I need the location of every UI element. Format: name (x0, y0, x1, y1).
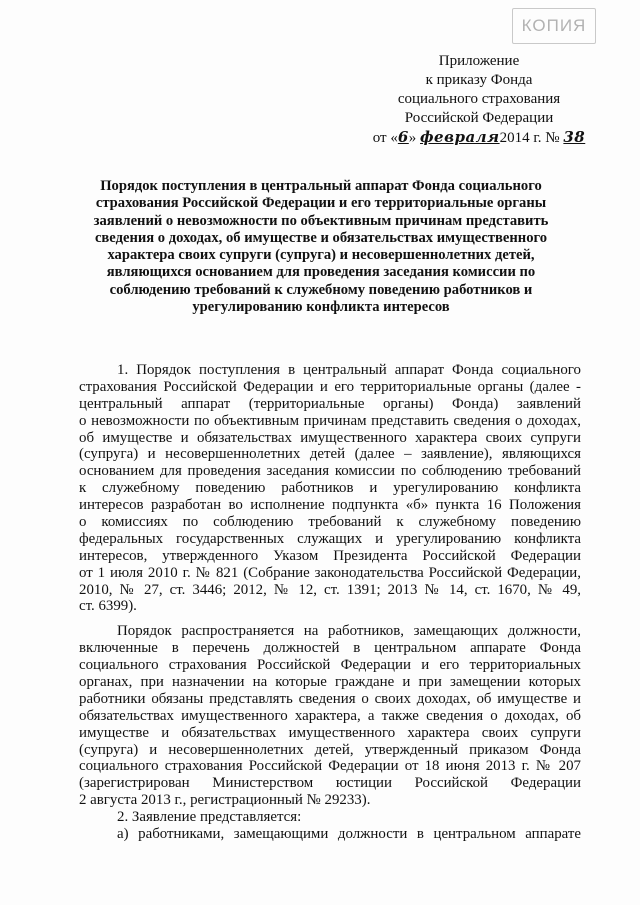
title-line: урегулированию конфликта интересов (192, 299, 450, 316)
title-line: заявлений о невозможности по объективным причинам представить (93, 212, 549, 229)
title-line: Порядок поступления в центральный аппарат Фонда социального (100, 178, 542, 194)
paragraph-1-line: к служебному поведению работников и урегулированию конфликта (79, 480, 581, 497)
appendix-line: к приказу Фонда (425, 72, 533, 88)
date-year: 2014 г. № (499, 130, 560, 146)
paragraph-1-line: центральный аппарат (территориальные органы) Фонда) заявлений (79, 395, 581, 412)
paragraph-2-line: социального страхования Российской Федерации от 18 июня 2013 г. № 207 (79, 758, 581, 775)
paragraph-2-line: 2 августа 2013 г., регистрационный № 29233). (79, 792, 371, 809)
appendix-line: Российской Федерации (404, 110, 554, 126)
paragraph-1-line: основанием для проведения заседания комиссии по соблюдению требований (79, 463, 581, 480)
paragraph-1-line: ст. 6399). (79, 598, 137, 615)
paragraph-4-line: а) работниками, замещающими должности в центральном аппарате (117, 826, 581, 843)
document-body (79, 362, 581, 843)
paragraph-2-line: имуществе и обязательствах имущественного характера своих супруги (79, 724, 581, 741)
paragraph-1-line: 1. Порядок поступления в центральный аппарат Фонда социального (117, 362, 581, 378)
title-line: сведения о доходах, об имуществе и обязательствах имущественного (94, 229, 548, 246)
appendix-line: социального страхования (397, 91, 561, 107)
appendix-line: Приложение (438, 53, 520, 69)
title-line: характера своих супруги (супруга) и несовершеннолетних детей, (107, 247, 535, 264)
paragraph-2-line: (зарегистрирован Министерством юстиции Российской Федерации (79, 775, 581, 792)
date-mid: » (408, 130, 417, 146)
paragraph-1-line: интересов, утвержденного Указом Президента Российской Федерации (79, 547, 581, 564)
copy-stamp: КОПИЯ (512, 8, 596, 44)
paragraph-2-line: включенные в перечень должностей в центральном аппарате Фонда (79, 640, 581, 657)
paragraph-1-line: 2010, № 27, ст. 3446; 2012, № 12, ст. 1391; 2013 № 14, ст. 1670, № 49, (79, 581, 581, 598)
paragraph-1-line: страхования Российской Федерации и его территориальные органы (далее - (79, 378, 581, 395)
paragraph-2-line: социального страхования Российской Федерации и его территориальных (79, 657, 581, 674)
title-line: соблюдению требований к служебному поведению работников и (109, 281, 533, 298)
paragraph-2-line: обязательствах имущественного характера, а также сведения о доходах, об (79, 707, 581, 724)
paragraph-1-line: о комиссиях по соблюдению требований к служебному поведению (79, 514, 581, 531)
paragraph-1-line: интересов разработан во исполнение подпункта «б» пункта 16 Положения (79, 497, 581, 514)
paragraph-3-line: 2. Заявление представляется: (117, 809, 302, 826)
paragraph-1-line: (супруга) и несовершеннолетних детей (далее – заявление), являющихся (79, 446, 581, 463)
appendix-date-line (355, 128, 603, 148)
paragraph-1-line: федеральных государственных служащих и урегулированию конфликта (79, 530, 581, 547)
paragraph-1-line: об имуществе и обязательствах имущественного характера своих супруги (79, 429, 581, 446)
paragraph-1-line: о невозможности по объективным причинам представить сведения о доходах, (79, 412, 581, 429)
title-line: являющихся основанием для проведения заседания комиссии по (106, 264, 536, 281)
document-title (82, 178, 560, 316)
order-number-handwritten: 38 (563, 128, 586, 146)
title-line: страхования Российской Федерации и его территориальные органы (95, 195, 547, 212)
paragraph-gap (79, 615, 581, 623)
paragraph-2-line: органах, при назначении на которые граждане и при замещении которых (79, 674, 581, 691)
paragraph-2-line: (супруга) и несовершеннолетних детей, утвержденный приказом Фонда (79, 741, 581, 758)
paragraph-2-line: Порядок распространяется на работников, замещающих должности, (117, 623, 581, 640)
paragraph-2-line: работники обязаны представлять сведения о своих доходах, об имуществе и (79, 690, 581, 707)
date-month-handwritten: февраля (420, 128, 500, 146)
date-day-handwritten: 6 (397, 128, 409, 146)
paragraph-1-line: от 1 июля 2010 г. № 821 (Собрание законодательства Российской Федерации, (79, 564, 581, 581)
date-prefix: от « (372, 130, 398, 146)
appendix-block (355, 52, 603, 148)
